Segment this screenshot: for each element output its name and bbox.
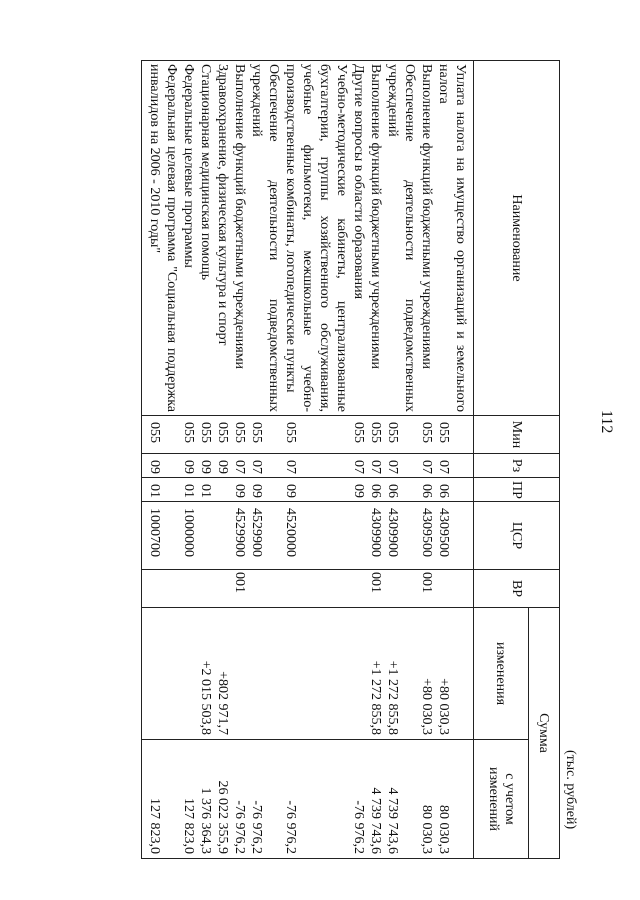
row-min: 055 <box>282 416 350 454</box>
row-csr: 4529900 <box>248 502 282 570</box>
row-csr: 4529900 <box>231 502 248 570</box>
row-change <box>180 608 197 740</box>
row-min: 055 <box>384 416 418 454</box>
row-total: 26 022 355,9 <box>214 740 231 859</box>
row-change <box>231 608 248 740</box>
row-pr: 09 <box>282 478 350 502</box>
row-name: Федеральные целевые программы <box>180 61 197 416</box>
row-csr: 4309500 <box>418 502 435 570</box>
row-csr: 1000000 <box>180 502 197 570</box>
units-label: (тыс. рублей) <box>563 750 578 830</box>
row-vr <box>214 570 231 608</box>
row-rz: 07 <box>418 454 435 478</box>
row-rz: 07 <box>248 454 282 478</box>
row-total: -76 976,2 <box>231 740 248 859</box>
row-pr: 09 <box>231 478 248 502</box>
row-vr <box>282 570 350 608</box>
row-change <box>248 608 282 740</box>
header-pr: ПР <box>474 478 560 502</box>
row-name: Здравоохранение, физическая культура и спорт <box>214 61 231 416</box>
row-rz: 07 <box>367 454 384 478</box>
row-vr <box>350 570 367 608</box>
header-sum: Сумма <box>529 608 560 859</box>
row-rz: 07 <box>231 454 248 478</box>
row-rz: 09 <box>180 454 197 478</box>
table-row <box>418 61 435 859</box>
table-row <box>197 61 214 859</box>
row-name: Выполнение функций бюджетными учреждениями <box>367 61 384 416</box>
row-name: Выполнение функций бюджетными учреждениями <box>418 61 435 416</box>
row-change: +80 030,3 <box>435 608 474 740</box>
row-total: -76 976,2 <box>248 740 282 859</box>
row-min: 055 <box>231 416 248 454</box>
row-vr: 001 <box>231 570 248 608</box>
row-vr <box>248 570 282 608</box>
row-name: Уплата налога на имущество организаций и земельного налога <box>435 61 474 416</box>
table-row <box>180 61 197 859</box>
row-min: 055 <box>435 416 474 454</box>
header-with-changes: с учетом изменений <box>474 740 529 859</box>
row-pr: 06 <box>435 478 474 502</box>
row-change: +1 272 855,8 <box>384 608 418 740</box>
row-min: 055 <box>142 416 181 454</box>
row-csr: 4520000 <box>282 502 350 570</box>
table-row <box>214 61 231 859</box>
row-name: Обеспечение деятельности подведомственных учреждений <box>384 61 418 416</box>
row-min: 055 <box>214 416 231 454</box>
row-min: 055 <box>367 416 384 454</box>
row-pr: 06 <box>367 478 384 502</box>
budget-table <box>141 60 560 859</box>
row-total: 127 823,0 <box>180 740 197 859</box>
row-change: +802 971,7 <box>214 608 231 740</box>
row-csr: 4309500 <box>435 502 474 570</box>
row-rz: 09 <box>142 454 181 478</box>
row-rz: 09 <box>197 454 214 478</box>
row-name: Обеспечение деятельности подведомственных учреждений <box>248 61 282 416</box>
row-pr: 09 <box>350 478 367 502</box>
row-total: -76 976,2 <box>350 740 367 859</box>
row-name: Учебно-методические кабинеты, централизованные бухгалтерии, группы хозяйственного обслуживания, учебные фильмотеки, межшкольные учебно-производственные комбинаты, логопедические пункты <box>282 61 350 416</box>
row-vr <box>384 570 418 608</box>
row-pr: 06 <box>418 478 435 502</box>
row-total: 4 739 743,6 <box>367 740 384 859</box>
row-name: Стационарная медицинская помощь <box>197 61 214 416</box>
row-change <box>350 608 367 740</box>
row-total: -76 976,2 <box>282 740 350 859</box>
row-total: 80 030,3 <box>435 740 474 859</box>
row-csr <box>214 502 231 570</box>
row-csr: 4309900 <box>367 502 384 570</box>
row-total: 4 739 743,6 <box>384 740 418 859</box>
header-name: Наименование <box>474 61 560 416</box>
row-csr: 4309900 <box>384 502 418 570</box>
table-row <box>282 61 350 859</box>
row-change <box>142 608 181 740</box>
row-min: 055 <box>180 416 197 454</box>
table-row <box>367 61 384 859</box>
table-row <box>384 61 418 859</box>
row-min: 055 <box>418 416 435 454</box>
row-total: 80 030,3 <box>418 740 435 859</box>
row-min: 055 <box>248 416 282 454</box>
row-total: 1 376 364,3 <box>197 740 214 859</box>
row-change <box>282 608 350 740</box>
row-rz: 07 <box>435 454 474 478</box>
row-rz: 07 <box>282 454 350 478</box>
header-changes: изменения <box>474 608 529 740</box>
row-vr: 001 <box>418 570 435 608</box>
row-name: Выполнение функций бюджетными учреждениями <box>231 61 248 416</box>
header-min: Мин <box>474 416 560 454</box>
row-pr: 01 <box>197 478 214 502</box>
row-name: Другие вопросы в области образования <box>350 61 367 416</box>
table-row <box>248 61 282 859</box>
row-vr <box>197 570 214 608</box>
page-number: 112 <box>598 410 615 434</box>
row-vr <box>180 570 197 608</box>
row-csr <box>350 502 367 570</box>
row-pr <box>214 478 231 502</box>
row-change: +80 030,3 <box>418 608 435 740</box>
table-row <box>231 61 248 859</box>
row-name: Федеральная целевая программа "Социальная поддержка инвалидов на 2006 - 2010 годы" <box>142 61 181 416</box>
row-change: +2 015 503,8 <box>197 608 214 740</box>
row-pr: 06 <box>384 478 418 502</box>
row-rz: 07 <box>384 454 418 478</box>
row-csr <box>197 502 214 570</box>
row-min: 055 <box>197 416 214 454</box>
table-row <box>142 61 181 859</box>
row-vr <box>435 570 474 608</box>
row-min: 055 <box>350 416 367 454</box>
row-total: 127 823,0 <box>142 740 181 859</box>
header-vr: ВР <box>474 570 560 608</box>
table-row <box>435 61 474 859</box>
header-rz: Рз <box>474 454 560 478</box>
header-csr: ЦСР <box>474 502 560 570</box>
row-rz: 07 <box>350 454 367 478</box>
row-pr: 09 <box>248 478 282 502</box>
row-csr: 1000700 <box>142 502 181 570</box>
row-rz: 09 <box>214 454 231 478</box>
row-vr: 001 <box>367 570 384 608</box>
row-pr: 01 <box>142 478 181 502</box>
table-body <box>142 61 474 859</box>
row-vr <box>142 570 181 608</box>
row-change: +1 272 855,8 <box>367 608 384 740</box>
table-row <box>350 61 367 859</box>
row-pr: 01 <box>180 478 197 502</box>
